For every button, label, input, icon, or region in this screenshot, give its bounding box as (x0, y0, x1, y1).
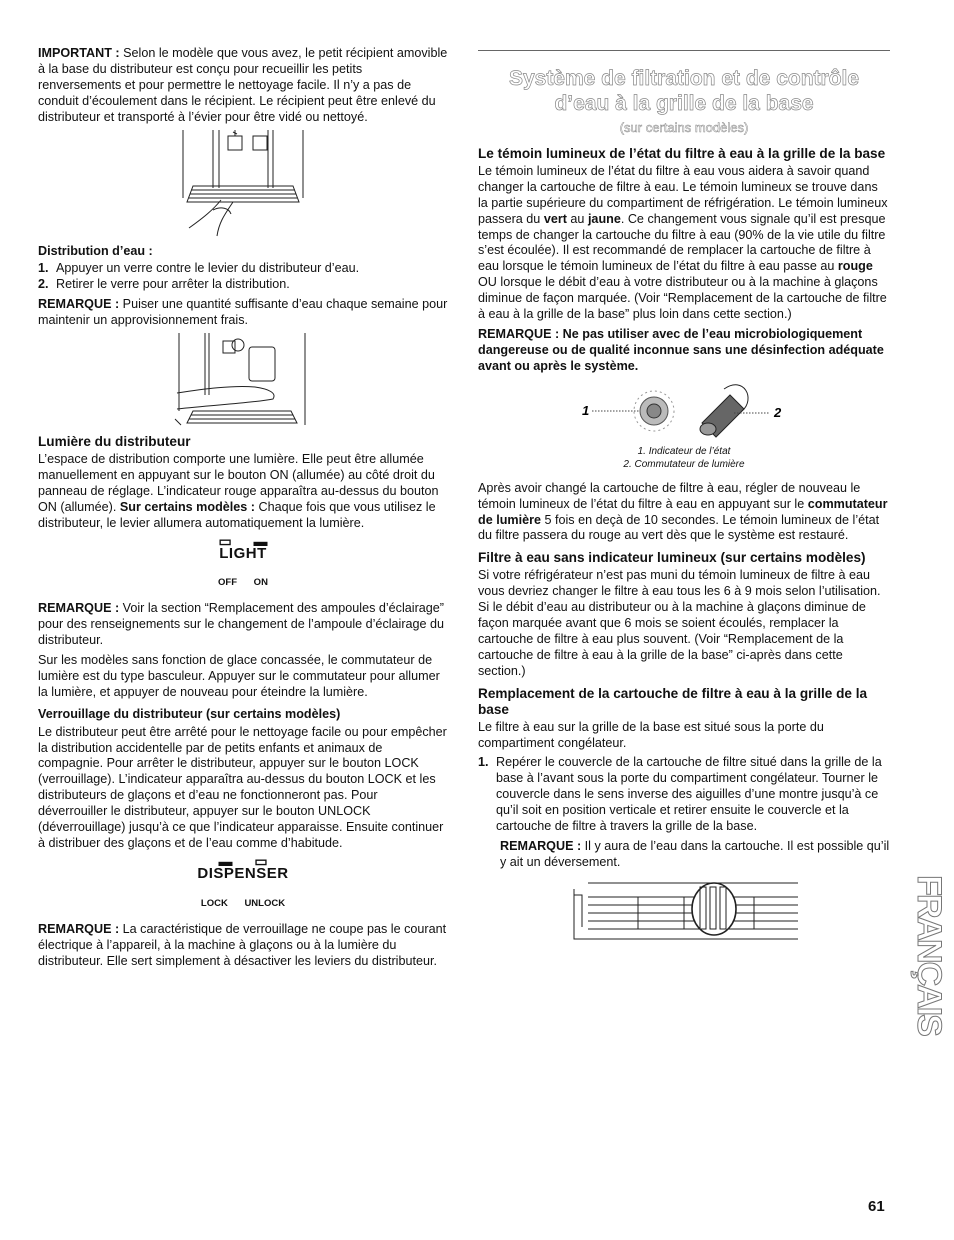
figure-caption: 1. Indicateur de l’état 2. Commutateur de lumière (623, 445, 745, 470)
light-paragraph: L’espace de distribution comporte une lumière. Elle peut être allumée manuellement en appuyant sur le bouton ON (allumée) au côté droit du panneau de réglage. L’indicateur rouge apparaîtra au-dessus du bouton ON (allumée). Sur certains modèles : Chaque fois que vous utilisez le distributeur, le levier allumera automatiquement la lumière. (38, 451, 439, 530)
indicator-switch-illustration (574, 379, 794, 441)
section-rule (478, 50, 890, 51)
indicator-heading: Le témoin lumineux de l’état du filtre à eau à la grille de la base (478, 145, 886, 161)
dispenser-panel-buttons: LOCK UNLOCK (200, 897, 286, 909)
noindicator-heading: Filtre à eau sans indicateur lumineux (sur certains modèles) (478, 550, 866, 566)
lock-heading: Verrouillage du distributeur (sur certains modèles) (38, 706, 341, 721)
water-steps (38, 261, 448, 293)
dispenser-tray-illustration (173, 130, 313, 238)
light-switch-icon (700, 384, 748, 436)
important-paragraph (38, 46, 448, 126)
replace-steps (478, 755, 890, 835)
lock-paragraph: Le distributeur peut être arrêté pour le nettoyage facile ou pour empêcher la distribution accidentelle par de petits enfants et animaux de compagnie. Pour arrêter le distributeur, appuyer sur le bouton LOCK (verrouillage). L’indicateur apparaîtra au-dessus du bouton LOCK et les distributeurs de glaçons et d’eau ne fonctionneront pas. Pour déverrouiller le distributeur, appuyer sur le bouton UNLOCK (déverrouillage) jusqu’à ce que l’indicateur apparaisse. Ensuite continuer à distribuer des glaçons et de l’eau comme d’habitude. (38, 724, 447, 850)
list-item: 2. Retirer le verre pour arrêter la distribution. (38, 277, 290, 292)
remarque-bold: REMARQUE : Ne pas utiliser avec de l’eau microbiologiquement dangereuse ou de qualité inconnue sans une désinfection adéquate avant ou après le système. (478, 326, 884, 373)
light-heading: Lumière du distributeur (38, 434, 191, 450)
language-side-tab (898, 850, 948, 1060)
glass-dispensing-illustration (173, 333, 313, 428)
indicator-paragraph: Le témoin lumineux de l’état du filtre à eau vous aidera à savoir quand changer la cartouche de filtre à eau. Le témoin lumineux se trouve dans la partie supérieure du compartiment de réfrigération. Le témoin lumineux passera du vert au jaune. Ce changement vous signale qu’il est presque temps de changer la cartouche du filtre à eau (90% de la vie utile du filtre s’est écoulée). Il est recommandé de remplacer la cartouche de filtre à eau lorsque le témoin lumineux de l’état du filtre à eau passe au rouge OU lorsque le débit d’eau à votre distributeur ou à la machine à glaçons diminue de façon marquée. (Voir “Remplacement de la cartouche de filtre à eau à la grille de la base” plus loin dans cette section.) (478, 163, 888, 322)
replace-heading: Remplacement de la cartouche de filtre à eau à la grille de la base (478, 685, 868, 717)
important-text: Selon le modèle que vous avez, le petit récipient amovible à la base du distributeur est conçu pour recueillir les petits renversements et pour permettre le nettoyage facile. Il n’y a pas de conduit d’écoulement dans le récipient. Le récipient peut être enlevé du distributeur et transporté à l’évier pour être vidé ou nettoyé. (38, 46, 448, 124)
light-indicator-marks: ▭ ▬ (218, 532, 268, 549)
section-title: Système de filtration et de contrôle d’eau à la grille de la base (508, 67, 860, 115)
remarque-1: REMARQUE : Puiser une quantité suffisante d’eau chaque semaine pour maintenir un approvisionnement frais. (38, 297, 448, 328)
water-heading: Distribution d’eau : (38, 243, 153, 258)
remarque-2: REMARQUE : Voir la section “Remplacement des ampoules d’éclairage” pour des renseignements sur le changement de l’ampoule d’éclairage du distributeur. (38, 601, 445, 648)
crushed-ice-paragraph: Sur les modèles sans fonction de glace concassée, le commutateur de lumière est du type basculeur. Appuyer sur le commutateur pour allumer la lumière, et appuyer de nouveau pour éteindre la lumière. (38, 653, 440, 699)
side-tab-text: FRANÇAIS (910, 875, 948, 1035)
important-label: IMPORTANT : (38, 46, 120, 60)
reset-paragraph: Après avoir changé la cartouche de filtre à eau, régler de nouveau le témoin lumineux de l’état du filtre à eau en appuyant sur le commutateur de lumière 5 fois en deçà de 10 secondes. Le témoin lumineux de l’état du filtre passera du rouge au vert dès que le système est restauré. (478, 480, 888, 543)
light-panel-buttons: OFF ON (218, 577, 268, 589)
list-item: 1. Repérer le couvercle de la cartouche de filtre situé dans la grille de la base à l’avant sous la porte du compartiment congélateur. Tourner le couvercle dans le sens inverse des aiguilles d’une montre jusqu’à ce qu’il soit en position verticale et retirer ensuite le couvercle et la cartouche de filtre à travers la grille de la base. (478, 755, 882, 834)
page-number: 61 (868, 1198, 885, 1215)
remarque-3: REMARQUE : La caractéristique de verrouillage ne coupe pas le courant électrique à l’appareil, à la machine à glaçons ou à la lumière du distributeur. Elle sert simplement à désactiver les leviers du distributeur. (38, 921, 447, 968)
left-column (38, 46, 448, 973)
light-control-panel (38, 532, 448, 592)
remarque-step: REMARQUE : Il y aura de l’eau dans la cartouche. Il est possible qu’il y ait un déversement. (500, 839, 890, 869)
callout-2: 2 (774, 404, 782, 420)
replace-paragraph: Le filtre à eau sur la grille de la base est situé sous la porte du compartiment congélateur. (478, 719, 824, 750)
right-column (478, 54, 890, 951)
noindicator-paragraph: Si votre réfrigérateur n’est pas muni du témoin lumineux de filtre à eau vous devriez changer le filtre à eau tous les 6 à 9 mois selon l’utilisation. Si le débit d’eau au distributeur ou à la machine à glaçons diminue de façon marquée avant que 6 mois se soient écoulés, remplacer la cartouche de filtre à eau plus souvent. (Voir “Remplacement de la cartouche de filtre à eau à la grille de la base” ci-après dans cette section.) (478, 568, 881, 678)
base-grille-filter-illustration (568, 875, 800, 947)
light-panel-title: LIGHT (219, 544, 267, 562)
dispenser-panel-title: DISPENSER (197, 864, 289, 882)
section-subtitle: (sur certains modèles) (619, 120, 749, 135)
list-item: 1. Appuyer un verre contre le levier du distributeur d’eau. (38, 261, 360, 276)
dispenser-control-panel (38, 852, 448, 912)
callout-1: 1 (582, 402, 590, 418)
dispenser-indicator-marks: ▬ ▭ (218, 852, 268, 869)
